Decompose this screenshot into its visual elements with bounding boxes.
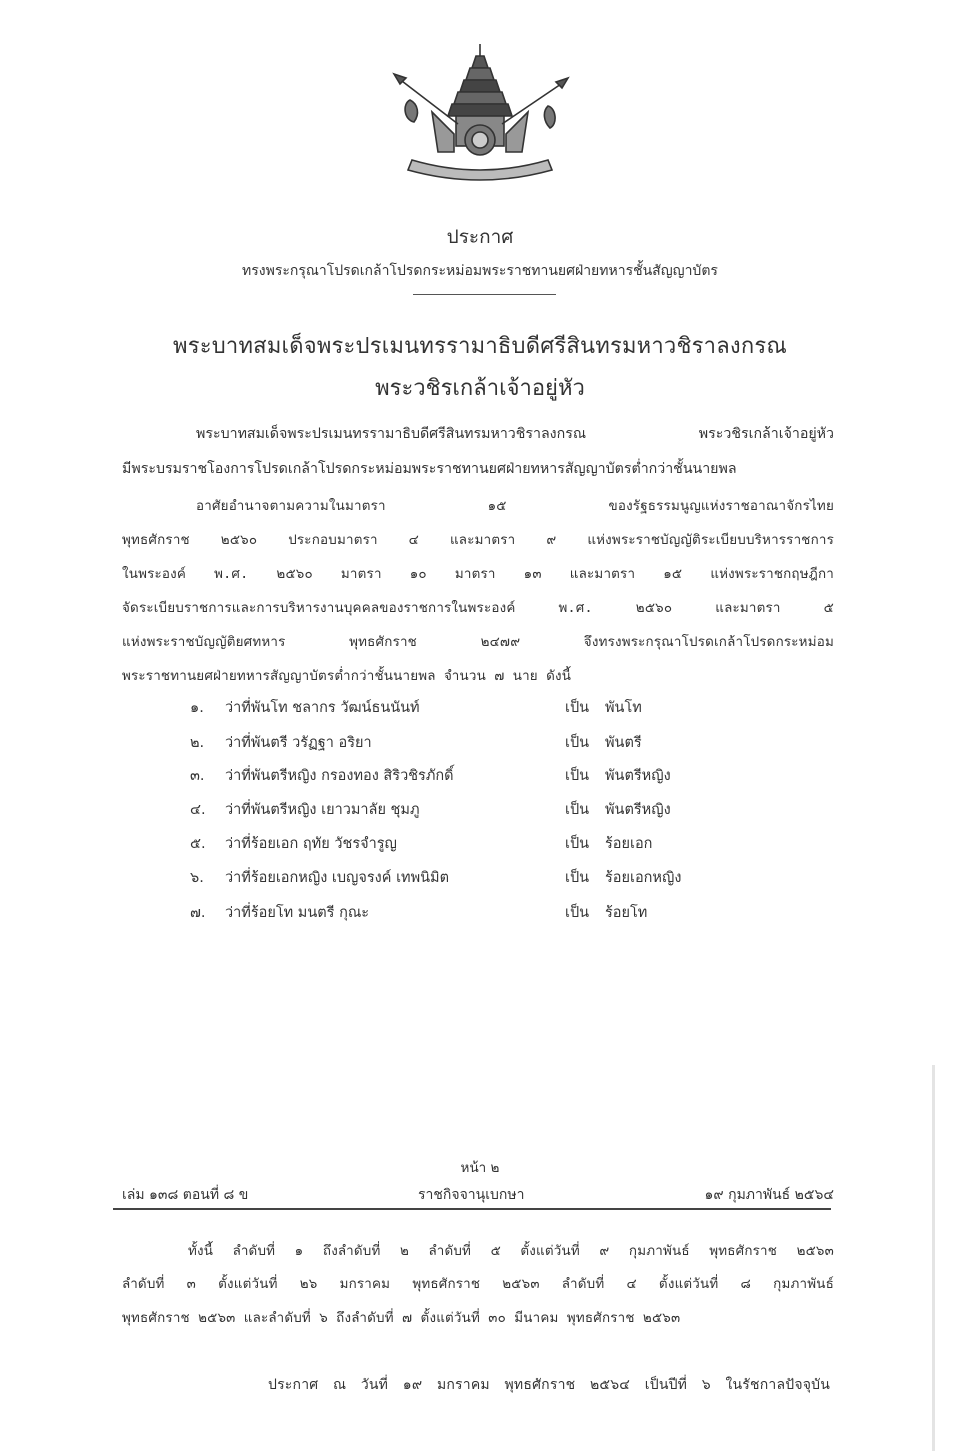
appointee-number: ๗. [190, 905, 206, 921]
body-paragraph-2-line-4: จัดระเบียบราชการและการบริหารงานบุคคลของราชการในพระองค์ พ.ศ. ๒๕๖๐ และมาตรา ๕ [122, 601, 834, 616]
announcement-date-line: ประกาศ ณ วันที่ ๑๙ มกราคม พุทธศักราช ๒๕๖๔ เป็นปีที่ ๖ ในรัชกาลปัจจุบัน [268, 1377, 830, 1393]
title-divider [413, 294, 556, 295]
body-paragraph-2-line-6: พระราชทานยศฝ่ายทหารสัญญาบัตรต่ำกว่าชั้นนายพล จำนวน ๗ นาย ดังนี้ [122, 669, 572, 684]
king-name-line-2: พระวชิรเกล้าเจ้าอยู่หัว [375, 376, 585, 401]
appointee-as: เป็น [565, 802, 590, 818]
appointee-name: ว่าที่พันโท ชลากร วัฒน์ธนนันท์ [225, 700, 420, 716]
appointee-rank: ร้อยโท [605, 905, 648, 921]
appointee-name: ว่าที่ร้อยเอกหญิง เบญจรงค์ เทพนิมิต [225, 870, 450, 886]
appointee-rank: ร้อยเอก [605, 836, 653, 852]
gazette-name: ราชกิจจานุเบกษา [418, 1187, 525, 1203]
appointee-row [190, 901, 730, 929]
appointee-name: ว่าที่พันตรีหญิง กรองทอง สิริวชิรภักดิ์ [225, 768, 454, 784]
gazette-header-row [122, 1184, 834, 1206]
body-paragraph-2-line-3: ในพระองค์ พ.ศ. ๒๕๖๐ มาตรา ๑๐ มาตรา ๑๓ และมาตรา ๑๕ แห่งพระราชกฤษฎีกา [122, 567, 834, 582]
appointee-as: เป็น [565, 905, 590, 921]
appointee-as: เป็น [565, 870, 590, 886]
page-edge-line [932, 1065, 935, 1451]
appointee-row [190, 832, 730, 860]
appointee-number: ๓. [190, 768, 205, 784]
appointee-number: ๕. [190, 836, 206, 852]
effective-line-3: พุทธศักราช ๒๕๖๓ และลำดับที่ ๖ ถึงลำดับที่ ๗ ตั้งแต่วันที่ ๓๐ มีนาคม พุทธศักราช ๒๕๖๓ [122, 1311, 681, 1326]
appointee-row [190, 866, 730, 894]
effective-line-2: ลำดับที่ ๓ ตั้งแต่วันที่ ๒๖ มกราคม พุทธศักราช ๒๕๖๓ ลำดับที่ ๔ ตั้งแต่วันที่ ๘ กุมภาพันธ์ [122, 1277, 834, 1292]
appointee-row [190, 696, 730, 724]
appointee-number: ๑. [190, 700, 204, 716]
appointee-name: ว่าที่ร้อยเอก ฤทัย วัชรจำรูญ [225, 836, 397, 852]
page-number: หน้า ๒ [460, 1160, 500, 1176]
appointee-name: ว่าที่พันตรีหญิง เยาวมาลัย ชุมภู [225, 802, 420, 818]
body-paragraph-2-line-1: อาศัยอำนาจตามความในมาตรา ๑๕ ของรัฐธรรมนูญแห่งราชอาณาจักรไทย [196, 499, 834, 514]
appointee-as: เป็น [565, 700, 590, 716]
appointee-rank: ร้อยเอกหญิง [605, 870, 682, 886]
body-paragraph-2-line-5: แห่งพระราชบัญญัติยศทหาร พุทธศักราช ๒๔๗๙ จึงทรงพระกรุณาโปรดเกล้าโปรดกระหม่อม [122, 635, 834, 650]
appointee-rank: พันตรีหญิง [605, 768, 671, 784]
appointee-number: ๖. [190, 870, 204, 886]
gazette-volume: เล่ม ๑๓๘ ตอนที่ ๘ ข [122, 1187, 249, 1203]
gazette-date: ๑๙ กุมภาพันธ์ ๒๕๖๔ [704, 1187, 834, 1203]
appointee-row [190, 764, 730, 792]
appointee-as: เป็น [565, 735, 590, 751]
announcement-title: ประกาศ [446, 226, 514, 248]
appointee-as: เป็น [565, 836, 590, 852]
king-name-line-1: พระบาทสมเด็จพระปรเมนทรรามาธิบดีศรีสินทรมหาวชิราลงกรณ [173, 334, 787, 359]
effective-line-1: ทั้งนี้ ลำดับที่ ๑ ถึงลำดับที่ ๒ ลำดับที่ ๕ ตั้งแต่วันที่ ๙ กุมภาพันธ์ พุทธศักราช ๒๕๖๓ [188, 1244, 834, 1259]
appointee-rank: พันตรีหญิง [605, 802, 671, 818]
appointee-row [190, 731, 730, 759]
appointee-name: ว่าที่ร้อยโท มนตรี กุณะ [225, 905, 370, 921]
appointee-row [190, 798, 730, 826]
appointee-number: ๒. [190, 735, 205, 751]
body-paragraph-1-line-1: พระบาทสมเด็จพระปรเมนทรรามาธิบดีศรีสินทรมหาวชิราลงกรณ พระวชิรเกล้าเจ้าอยู่หัว [196, 426, 834, 442]
body-paragraph-1-line-2: มีพระบรมราชโองการโปรดเกล้าโปรดกระหม่อมพระราชทานยศฝ่ายทหารสัญญาบัตรต่ำกว่าชั้นนายพล [122, 461, 737, 477]
appointee-number: ๔. [190, 802, 206, 818]
appointee-name: ว่าที่พันตรี วรัฏฐา อริยา [225, 735, 372, 751]
appointee-as: เป็น [565, 768, 590, 784]
announcement-subtitle: ทรงพระกรุณาโปรดเกล้าโปรดกระหม่อมพระราชทานยศฝ่ายทหารชั้นสัญญาบัตร [242, 263, 718, 279]
royal-emblem-icon [388, 42, 573, 187]
body-paragraph-2-line-2: พุทธศักราช ๒๕๖๐ ประกอบมาตรา ๔ และมาตรา ๙ แห่งพระราชบัญญัติระเบียบบริหารราชการ [122, 533, 834, 548]
appointee-rank: พันโท [605, 700, 642, 716]
header-divider [113, 1208, 831, 1210]
appointee-rank: พันตรี [605, 735, 642, 751]
